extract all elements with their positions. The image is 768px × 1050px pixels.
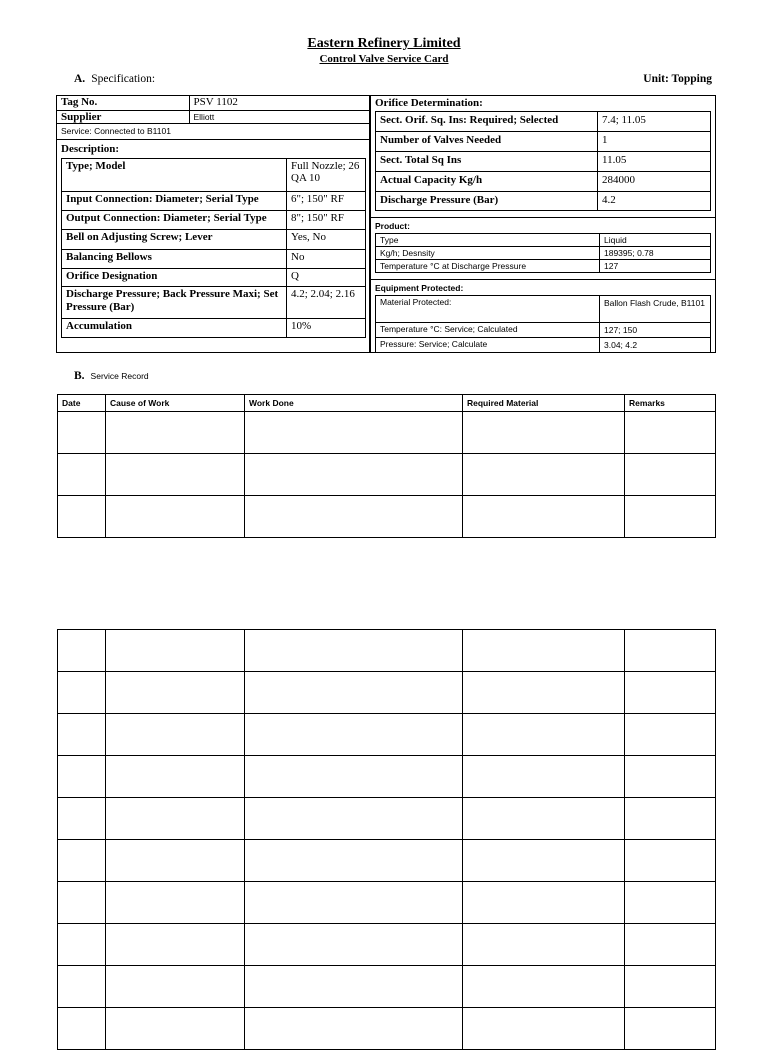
service-record-cell[interactable] [245, 882, 463, 924]
service-record-cell[interactable] [58, 496, 106, 538]
service-record-cell[interactable] [463, 412, 625, 454]
service-record-cell[interactable] [625, 412, 716, 454]
orifice-row-value: 284000 [598, 172, 711, 192]
service-record-cell[interactable] [58, 756, 106, 798]
service-record-row [58, 1008, 716, 1050]
equipment-row-value: 3.04; 4.2 [600, 338, 711, 353]
service-record-cell[interactable] [245, 966, 463, 1008]
service-record-cell[interactable] [58, 1008, 106, 1050]
service-record-cell[interactable] [463, 840, 625, 882]
card-title: Control Valve Service Card [319, 53, 449, 65]
service-text: Service: Connected to B1101 [57, 123, 369, 139]
orifice-table [375, 111, 711, 211]
service-record-cell[interactable] [245, 840, 463, 882]
service-record-cell[interactable] [625, 798, 716, 840]
orifice-row-value: 7.4; 11.05 [598, 112, 711, 132]
service-record-cell[interactable] [625, 672, 716, 714]
section-b-letter: B. [74, 370, 85, 382]
service-record-cell[interactable] [245, 798, 463, 840]
service-record-cell[interactable] [106, 756, 245, 798]
description-row-value: Yes, No [287, 229, 366, 249]
service-record-cell[interactable] [58, 966, 106, 1008]
service-record-cell[interactable] [463, 924, 625, 966]
description-row-value: Full Nozzle; 26 QA 10 [287, 158, 366, 191]
service-record-row [58, 630, 716, 672]
service-record-table [57, 394, 716, 538]
service-record-cell[interactable] [625, 1008, 716, 1050]
orifice-row-value: 11.05 [598, 152, 711, 172]
service-record-cell[interactable] [106, 1008, 245, 1050]
equipment-row-label: Pressure: Service; Calculate [376, 338, 600, 353]
service-record-cell[interactable] [58, 882, 106, 924]
service-record-cell[interactable] [106, 882, 245, 924]
service-record-row [58, 496, 716, 538]
description-row-value: No [287, 249, 366, 268]
description-row-value: 6"; 150" RF [287, 191, 366, 210]
description-row [62, 318, 366, 337]
service-record-cell[interactable] [463, 454, 625, 496]
orifice-row-label: Sect. Total Sq Ins [376, 152, 598, 172]
description-row [62, 210, 366, 229]
product-row [376, 260, 711, 273]
service-record-cell[interactable] [58, 798, 106, 840]
service-record-cell[interactable] [106, 714, 245, 756]
equipment-row-label: Temperature °C: Service; Calculated [376, 323, 600, 338]
service-record-cell[interactable] [106, 412, 245, 454]
description-row-label: Output Connection: Diameter; Serial Type [62, 210, 287, 229]
service-record-cell[interactable] [106, 630, 245, 672]
service-record-cell[interactable] [245, 630, 463, 672]
equipment-row [376, 338, 711, 353]
product-row-label: Temperature °C at Discharge Pressure [376, 260, 600, 273]
service-record-header-row [58, 395, 716, 412]
service-record-cell[interactable] [58, 840, 106, 882]
service-record-cell[interactable] [463, 966, 625, 1008]
product-row-value: 189395; 0.78 [600, 247, 711, 260]
orifice-row [376, 112, 711, 132]
service-record-cell[interactable] [245, 672, 463, 714]
service-record-cell[interactable] [463, 798, 625, 840]
service-record-cell[interactable] [625, 840, 716, 882]
service-record-cell[interactable] [463, 1008, 625, 1050]
service-record-cell[interactable] [625, 966, 716, 1008]
tag-value: PSV 1102 [189, 96, 369, 110]
service-record-cell[interactable] [106, 672, 245, 714]
service-record-cell[interactable] [106, 454, 245, 496]
service-record-cell[interactable] [245, 454, 463, 496]
tag-label: Tag No. [57, 96, 189, 110]
description-row-label: Discharge Pressure; Back Pressure Maxi; Set Pressure (Bar) [62, 286, 287, 318]
description-row-label: Orifice Designation [62, 268, 287, 286]
service-record-cell[interactable] [463, 672, 625, 714]
service-record-cell[interactable] [463, 714, 625, 756]
service-record-cell[interactable] [58, 714, 106, 756]
supplier-label: Supplier [57, 110, 189, 123]
product-row [376, 234, 711, 247]
equipment-row-label: Material Protected: [376, 296, 600, 323]
description-row-label: Balancing Bellows [62, 249, 287, 268]
orifice-row [376, 172, 711, 192]
section-a-letter: A. [74, 73, 86, 85]
section-b-heading [74, 370, 149, 382]
description-row-label: Bell on Adjusting Screw; Lever [62, 229, 287, 249]
product-row-label: Type [376, 234, 600, 247]
product-label: Product: [375, 221, 410, 231]
description-row [62, 158, 366, 191]
service-record-row [58, 966, 716, 1008]
column-header: Work Done [245, 395, 463, 412]
specification-left-panel [56, 95, 370, 353]
equipment-table [375, 295, 711, 353]
description-row-label: Accumulation [62, 318, 287, 337]
service-record-cell[interactable] [625, 714, 716, 756]
service-record-row [58, 840, 716, 882]
service-record-row [58, 672, 716, 714]
description-row [62, 249, 366, 268]
product-row-value: Liquid [600, 234, 711, 247]
service-record-cell[interactable] [245, 714, 463, 756]
product-row-value: 127 [600, 260, 711, 273]
orifice-row-label: Discharge Pressure (Bar) [376, 192, 598, 211]
specification-right-panel [370, 95, 716, 353]
service-record-row [58, 756, 716, 798]
orifice-row [376, 192, 711, 211]
service-record-cell[interactable] [245, 412, 463, 454]
service-record-cell[interactable] [58, 672, 106, 714]
service-record-cell[interactable] [245, 756, 463, 798]
service-record-cell[interactable] [463, 630, 625, 672]
description-row [62, 268, 366, 286]
service-record-row [58, 412, 716, 454]
equipment-row [376, 296, 711, 323]
tag-supplier-table [57, 96, 369, 140]
service-record-cell[interactable] [58, 412, 106, 454]
service-record-cell[interactable] [245, 924, 463, 966]
column-header: Date [58, 395, 106, 412]
service-record-cell[interactable] [625, 454, 716, 496]
service-record-cell[interactable] [463, 496, 625, 538]
service-record-row [58, 798, 716, 840]
section-b-label: Service Record [90, 371, 149, 381]
orifice-row-label: Sect. Orif. Sq. Ins: Required; Selected [376, 112, 598, 132]
description-row-label: Input Connection: Diameter; Serial Type [62, 191, 287, 210]
service-record-cell[interactable] [106, 496, 245, 538]
service-record-row [58, 882, 716, 924]
column-header: Cause of Work [106, 395, 245, 412]
service-record-cell[interactable] [625, 924, 716, 966]
product-table [375, 233, 711, 273]
service-record-row [58, 714, 716, 756]
service-record-cell[interactable] [245, 496, 463, 538]
service-record-cell[interactable] [106, 966, 245, 1008]
equipment-row [376, 323, 711, 338]
product-row [376, 247, 711, 260]
supplier-value: Elliott [189, 110, 369, 123]
description-row-value: 10% [287, 318, 366, 337]
product-row-label: Kg/h; Desnsity [376, 247, 600, 260]
orifice-row-label: Number of Valves Needed [376, 132, 598, 152]
orifice-label: Orifice Determination: [375, 97, 483, 109]
orifice-row-value: 1 [598, 132, 711, 152]
service-record-continuation-table [57, 629, 716, 1050]
description-row [62, 286, 366, 318]
description-row-label: Type; Model [62, 158, 287, 191]
description-row-value: 8"; 150" RF [287, 210, 366, 229]
section-a-heading [74, 73, 155, 85]
description-row-value: 4.2; 2.04; 2.16 [287, 286, 366, 318]
service-record-cell[interactable] [625, 882, 716, 924]
equipment-row-value: Ballon Flash Crude, B1101 [600, 296, 711, 323]
service-record-cell[interactable] [463, 756, 625, 798]
unit-label: Unit: Topping [643, 73, 712, 85]
service-record-cell[interactable] [58, 630, 106, 672]
description-label: Description: [61, 142, 120, 155]
equipment-label: Equipment Protected: [375, 283, 464, 293]
orifice-row-value: 4.2 [598, 192, 711, 211]
service-record-cell[interactable] [106, 840, 245, 882]
orifice-row-label: Actual Capacity Kg/h [376, 172, 598, 192]
description-table [61, 158, 366, 338]
service-record-cell[interactable] [625, 630, 716, 672]
service-record-cell[interactable] [625, 496, 716, 538]
section-a-label: Specification: [91, 73, 156, 85]
description-row [62, 229, 366, 249]
orifice-row [376, 132, 711, 152]
service-record-row [58, 454, 716, 496]
service-record-cell[interactable] [245, 1008, 463, 1050]
description-row-value: Q [287, 268, 366, 286]
service-record-cell[interactable] [58, 924, 106, 966]
column-header: Required Material [463, 395, 625, 412]
service-record-cell[interactable] [463, 882, 625, 924]
orifice-row [376, 152, 711, 172]
service-record-cell[interactable] [58, 454, 106, 496]
column-header: Remarks [625, 395, 716, 412]
company-title: Eastern Refinery Limited [307, 36, 461, 51]
equipment-row-value: 127; 150 [600, 323, 711, 338]
service-record-cell[interactable] [106, 798, 245, 840]
description-row [62, 191, 366, 210]
service-record-row [58, 924, 716, 966]
service-record-cell[interactable] [625, 756, 716, 798]
service-record-cell[interactable] [106, 924, 245, 966]
